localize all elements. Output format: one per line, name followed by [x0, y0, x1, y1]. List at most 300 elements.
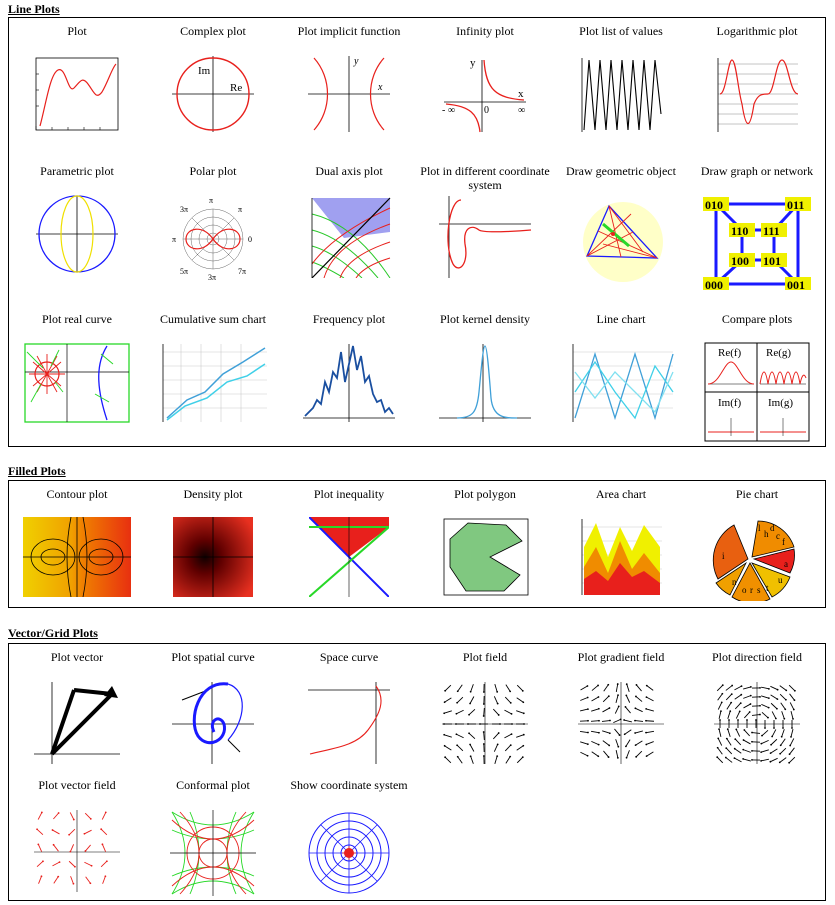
field-arrow-head — [746, 719, 748, 721]
section-title-line-plots: Line Plots — [8, 2, 60, 16]
field-arrow-head — [496, 691, 498, 693]
field-arrow — [625, 730, 632, 735]
field-arrow-head — [523, 712, 525, 714]
field-arrow-head — [759, 696, 761, 698]
field-arrow-head — [455, 713, 457, 715]
item-label: Area chart — [595, 487, 647, 501]
field-arrow-head — [750, 686, 752, 688]
field-arrow — [616, 695, 618, 703]
field-arrow — [772, 729, 776, 736]
field-arrow-head — [646, 685, 648, 687]
field-arrow-head — [607, 684, 609, 686]
field-arrow — [506, 685, 510, 692]
field-arrow-head — [792, 718, 794, 720]
field-arrow — [771, 739, 777, 744]
field-arrow — [469, 733, 475, 738]
field-arrow-head — [468, 714, 470, 716]
field-arrow-head — [483, 691, 485, 693]
field-arrow — [517, 698, 524, 703]
spatial-curve-thumbnail — [168, 680, 258, 764]
item-label: Plot vector — [50, 650, 104, 664]
gallery-item-plot-gradient-field[interactable] — [553, 650, 689, 764]
complex-im-label: Im — [198, 65, 211, 77]
field-arrow-head — [782, 727, 784, 729]
field-arrow — [780, 694, 786, 700]
field-arrow — [580, 752, 587, 755]
field-arrow-head — [617, 694, 619, 696]
field-arrow-head — [469, 703, 471, 705]
gallery-item-complex-plot[interactable] — [145, 24, 281, 134]
field-arrow-head — [483, 731, 485, 733]
field-arrow — [727, 739, 731, 746]
field-arrow-head — [728, 719, 730, 721]
field-arrow-head — [468, 732, 470, 734]
field-arrow — [471, 756, 474, 764]
gallery-item-conformal-plot[interactable] — [145, 778, 281, 898]
item-label: Plot kernel density — [440, 312, 530, 326]
field-arrow-head — [483, 703, 485, 705]
field-arrow — [635, 731, 643, 733]
item-label: Space curve — [319, 650, 379, 664]
field-arrow-head — [102, 843, 104, 845]
gallery-item-area-chart[interactable] — [553, 487, 689, 597]
field-arrow-head — [737, 719, 739, 721]
field-arrow — [444, 735, 452, 737]
space-curve-thumbnail — [304, 680, 394, 764]
pie-label: t — [766, 583, 769, 593]
field-arrow — [646, 697, 653, 701]
gallery-item-plot-spatial-curve[interactable] — [145, 650, 281, 764]
field-arrow-head — [470, 755, 472, 757]
field-arrow-head — [609, 707, 611, 709]
field-arrow-head — [91, 865, 93, 867]
item-label: Dual axis plot — [315, 164, 383, 178]
field-arrow — [581, 686, 588, 690]
field-arrow-head — [455, 733, 457, 735]
field-arrow — [102, 812, 106, 819]
item-label: Show coordinate system — [290, 778, 408, 792]
compare-label: Im(f) — [718, 397, 742, 409]
field-arrow — [85, 813, 91, 819]
field-arrow-head — [750, 703, 752, 705]
plot-thumbnail — [32, 54, 122, 134]
field-arrow — [647, 686, 653, 691]
gallery-item-show-coordinate-system[interactable] — [281, 778, 417, 898]
field-arrow-head — [645, 744, 647, 746]
field-arrow — [761, 687, 769, 689]
field-arrow-head — [619, 734, 621, 736]
vector-thumbnail — [32, 680, 122, 764]
field-arrow-head — [775, 718, 777, 720]
pie-label: s — [757, 585, 761, 595]
gallery-item-plot-vector[interactable] — [9, 650, 145, 764]
gallery-item-cumulative-sum-chart[interactable] — [145, 312, 281, 424]
network-node: 000 — [705, 278, 723, 290]
network-node: 001 — [787, 278, 805, 290]
field-arrow — [493, 733, 498, 739]
geometric-object-thumbnail — [573, 194, 669, 284]
field-arrow-head — [84, 833, 86, 835]
field-arrow-head — [498, 714, 500, 716]
field-arrow — [505, 745, 511, 751]
pie-label: l — [758, 523, 761, 533]
item-label: Draw geometric object — [566, 164, 676, 178]
item-label: Complex plot — [180, 24, 246, 38]
field-arrow — [616, 750, 618, 758]
field-arrow-head — [740, 702, 742, 704]
coordinate-system-thumbnail — [435, 194, 535, 278]
field-arrow-head — [617, 683, 619, 685]
field-arrow — [780, 758, 786, 763]
field-arrow — [625, 707, 630, 713]
gallery-item-logarithmic-plot[interactable] — [689, 24, 825, 134]
field-arrow — [517, 746, 524, 751]
field-arrow-head — [734, 738, 736, 740]
field-arrow — [614, 729, 619, 735]
kernel-density-thumbnail — [435, 342, 535, 424]
svg-text:3π: 3π — [208, 273, 217, 282]
field-arrow — [494, 696, 497, 703]
field-arrow — [484, 732, 485, 740]
field-arrow — [624, 720, 632, 722]
field-arrow — [780, 748, 786, 754]
item-label: Cumulative sum chart — [160, 312, 266, 326]
field-arrow-head — [597, 755, 599, 757]
field-arrow — [102, 844, 105, 851]
svg-text:π: π — [209, 196, 214, 205]
field-arrow-head — [499, 723, 501, 725]
item-label: Plot in different coordinate system — [420, 164, 550, 192]
gallery-item-plot-inequality[interactable] — [281, 487, 417, 597]
gallery-item-draw-graph-or-network[interactable] — [689, 164, 825, 290]
field-arrow-head — [739, 710, 741, 712]
gallery-item-compare-plots[interactable] — [689, 312, 825, 442]
svg-text:5π: 5π — [180, 267, 189, 276]
field-arrow-head — [790, 736, 792, 738]
field-arrow-head — [523, 723, 525, 725]
polygon-thumbnail — [440, 517, 530, 597]
field-arrow — [591, 721, 599, 722]
field-arrow — [37, 861, 43, 866]
field-arrow — [735, 739, 741, 745]
field-arrow-head — [467, 723, 469, 725]
field-arrow — [444, 711, 452, 713]
field-arrow — [591, 731, 599, 732]
field-arrow — [646, 731, 654, 732]
gallery-item-parametric-plot[interactable] — [9, 164, 145, 274]
item-label: Plot list of values — [579, 24, 663, 38]
field-arrow-head — [727, 728, 729, 730]
field-arrow-head — [41, 812, 43, 814]
field-arrow — [726, 694, 732, 700]
gallery-item-density-plot[interactable] — [145, 487, 281, 597]
field-arrow — [717, 757, 723, 763]
field-arrow — [69, 861, 75, 866]
field-arrow-head — [598, 732, 600, 734]
field-arrow-head — [759, 687, 761, 689]
gallery-item-frequency-plot[interactable] — [281, 312, 417, 424]
field-arrow-head — [783, 718, 785, 720]
field-arrow-head — [716, 756, 718, 758]
field-arrow — [789, 757, 795, 763]
field-arrow-head — [479, 723, 481, 725]
gallery-item-line-chart[interactable] — [553, 312, 689, 424]
field-arrow — [506, 757, 510, 764]
gallery-item-plot-real-curve[interactable] — [9, 312, 145, 424]
gallery-item-draw-geometric-object[interactable] — [553, 164, 689, 284]
field-arrow — [718, 694, 723, 700]
field-arrow-head — [598, 696, 600, 698]
field-arrow — [646, 709, 654, 711]
field-arrow-head — [443, 712, 445, 714]
field-arrow-head — [794, 690, 796, 692]
field-arrow — [734, 758, 741, 762]
field-arrow — [516, 711, 524, 714]
field-arrow — [761, 740, 768, 743]
field-arrow — [636, 751, 642, 757]
field-arrow — [743, 687, 751, 689]
field-arrow — [718, 738, 721, 745]
field-arrow-head — [725, 747, 727, 749]
field-arrow-head — [36, 828, 38, 830]
field-arrow-head — [510, 702, 512, 704]
field-arrow — [735, 695, 742, 700]
field-arrow-head — [634, 720, 636, 722]
gallery-item-pie-chart[interactable] — [689, 487, 825, 601]
item-label: Line chart — [596, 312, 646, 326]
field-arrow-head — [522, 756, 524, 758]
log-plot-thumbnail — [712, 54, 802, 134]
field-arrow-head — [608, 756, 610, 758]
field-arrow — [626, 695, 629, 702]
network-node: 011 — [787, 198, 805, 212]
gallery-item-contour-plot[interactable] — [9, 487, 145, 597]
field-arrow-head — [776, 708, 778, 710]
field-arrow-head — [104, 875, 106, 877]
field-arrow-head — [789, 753, 791, 755]
field-arrow-head — [37, 843, 39, 845]
network-node: 101 — [763, 254, 781, 268]
infinity-neg-label: - ∞ — [442, 105, 455, 116]
field-arrow-head — [625, 746, 627, 748]
network-node: 110 — [731, 224, 749, 238]
item-label: Compare plots — [721, 312, 793, 326]
implicit-x-label: x — [378, 82, 383, 93]
field-arrow — [84, 862, 91, 866]
field-arrow-head — [741, 685, 743, 687]
gallery-item-dual-axis-plot[interactable] — [281, 164, 417, 278]
field-arrow — [602, 731, 610, 733]
field-arrow-head — [760, 760, 762, 762]
implicit-thumbnail — [304, 54, 394, 134]
field-arrow-head — [587, 697, 589, 699]
field-arrow-head — [767, 717, 769, 719]
gallery-item-plot-kernel-density[interactable] — [417, 312, 553, 424]
field-arrow-head — [645, 720, 647, 722]
field-arrow-head — [768, 707, 770, 709]
field-arrow — [493, 709, 498, 715]
network-node: 111 — [763, 224, 780, 238]
item-label: Polar plot — [189, 164, 237, 178]
field-arrow-head — [618, 705, 620, 707]
field-arrow-head — [635, 756, 637, 758]
field-arrow-head — [726, 738, 728, 740]
field-arrow-head — [73, 883, 75, 885]
field-arrow-head — [620, 718, 622, 720]
dual-axis-thumbnail — [304, 194, 394, 278]
field-arrow — [734, 686, 741, 690]
field-arrow-head — [791, 727, 793, 729]
gallery-item-plot-vector-field[interactable] — [9, 778, 145, 892]
field-arrow-head — [511, 713, 513, 715]
gallery-item-plot-implicit-function[interactable] — [281, 24, 417, 134]
field-arrow-head — [511, 733, 513, 735]
vector-grid-plots-panel — [8, 643, 826, 901]
field-arrow-head — [59, 861, 61, 863]
field-arrow — [615, 706, 618, 713]
field-arrow — [782, 711, 785, 719]
field-arrow — [38, 812, 42, 819]
field-arrow-head — [759, 705, 761, 707]
field-arrow — [456, 734, 463, 737]
field-arrow-head — [608, 745, 610, 747]
field-arrow-head — [73, 819, 75, 821]
field-arrow-head — [794, 699, 796, 701]
item-label: Draw graph or network — [700, 164, 814, 178]
gallery-item-plot[interactable] — [9, 24, 145, 134]
field-arrow — [761, 750, 769, 752]
gallery-item-plot-field[interactable] — [417, 650, 553, 764]
field-arrow-head — [455, 723, 457, 725]
field-arrow — [603, 696, 609, 702]
field-arrow — [718, 702, 721, 709]
gallery-item-plot-in-different-coordinate-system[interactable] — [417, 164, 553, 278]
field-arrow — [53, 813, 58, 819]
compare-label: Im(g) — [768, 397, 794, 409]
field-arrow — [646, 742, 653, 745]
field-arrow-head — [717, 738, 719, 740]
field-arrow — [458, 685, 463, 692]
field-arrow — [789, 685, 795, 691]
item-label: Infinity plot — [456, 24, 514, 38]
field-arrow-head — [522, 701, 524, 703]
field-arrow — [603, 708, 610, 712]
gallery-item-plot-polygon[interactable] — [417, 487, 553, 597]
field-arrow-head — [609, 720, 611, 722]
gradient-field-thumbnail — [576, 680, 666, 764]
gallery-item-plot-list-of-values[interactable] — [553, 24, 689, 134]
list-values-thumbnail — [576, 54, 666, 134]
field-arrow-head — [761, 735, 763, 737]
field-arrow-head — [751, 750, 753, 752]
field-arrow-head — [722, 684, 724, 686]
field-arrow — [470, 696, 474, 703]
gallery-item-infinity-plot[interactable] — [417, 24, 553, 134]
field-arrow — [602, 721, 610, 722]
item-label: Logarithmic plot — [716, 24, 798, 38]
field-arrow-head — [510, 744, 512, 746]
field-arrow — [626, 740, 630, 747]
field-arrow-head — [105, 812, 107, 814]
field-arrow-head — [456, 702, 458, 704]
field-arrow — [54, 877, 58, 884]
section-title-filled-plots: Filled Plots — [8, 464, 66, 478]
field-arrow — [616, 739, 619, 747]
field-arrow-head — [624, 733, 626, 735]
field-arrow-head — [776, 698, 778, 700]
field-arrow-head — [764, 727, 766, 729]
field-arrow-head — [729, 710, 731, 712]
field-arrow — [70, 812, 74, 819]
gallery-item-plot-direction-field[interactable] — [689, 650, 825, 764]
field-arrow — [580, 731, 588, 732]
field-arrow-head — [751, 741, 753, 743]
field-arrow-head — [498, 732, 500, 734]
field-arrow-head — [742, 758, 744, 760]
field-arrow — [771, 749, 778, 753]
field-arrow-head — [41, 875, 43, 877]
field-arrow-head — [635, 744, 637, 746]
infinity-thumbnail — [440, 54, 530, 134]
field-arrow — [761, 704, 768, 707]
field-arrow-head — [608, 695, 610, 697]
field-arrow — [736, 711, 739, 718]
field-arrow — [781, 703, 786, 710]
field-arrow — [791, 729, 793, 737]
field-arrow — [54, 845, 59, 851]
field-arrow-head — [42, 860, 44, 862]
pie-label: c — [776, 531, 780, 541]
field-arrow-head — [777, 689, 779, 691]
field-arrow — [636, 741, 643, 745]
field-arrow — [457, 745, 463, 751]
parametric-thumbnail — [32, 194, 122, 274]
field-arrow-head — [444, 756, 446, 758]
field-arrow-head — [793, 709, 795, 711]
field-arrow — [726, 748, 732, 754]
field-arrow — [592, 685, 598, 690]
field-arrow-head — [597, 685, 599, 687]
field-arrow-head — [587, 685, 589, 687]
field-arrow-head — [443, 734, 445, 736]
field-arrow — [86, 877, 91, 883]
field-arrow — [52, 862, 59, 866]
field-arrow — [780, 686, 786, 691]
field-arrow-head — [646, 696, 648, 698]
item-label: Plot vector field — [38, 778, 116, 792]
field-arrow — [743, 696, 751, 699]
field-arrow — [735, 703, 741, 709]
field-arrow — [635, 708, 642, 711]
field-arrow-head — [742, 749, 744, 751]
field-arrow — [717, 685, 723, 691]
pie-label: r — [750, 585, 753, 595]
field-arrow — [613, 719, 620, 722]
field-arrow — [604, 685, 609, 692]
field-arrow — [744, 730, 749, 736]
gallery-item-space-curve[interactable] — [281, 650, 417, 764]
field-arrow — [469, 709, 475, 714]
field-arrow — [517, 685, 523, 691]
field-arrow — [70, 844, 73, 851]
area-chart-thumbnail — [576, 517, 666, 597]
field-arrow — [591, 709, 599, 711]
field-arrow — [38, 844, 41, 851]
gallery-item-polar-plot[interactable] — [145, 164, 281, 284]
field-arrow-head — [784, 708, 786, 710]
line-plots-panel — [8, 17, 826, 447]
compare-plots-thumbnail — [704, 342, 810, 442]
